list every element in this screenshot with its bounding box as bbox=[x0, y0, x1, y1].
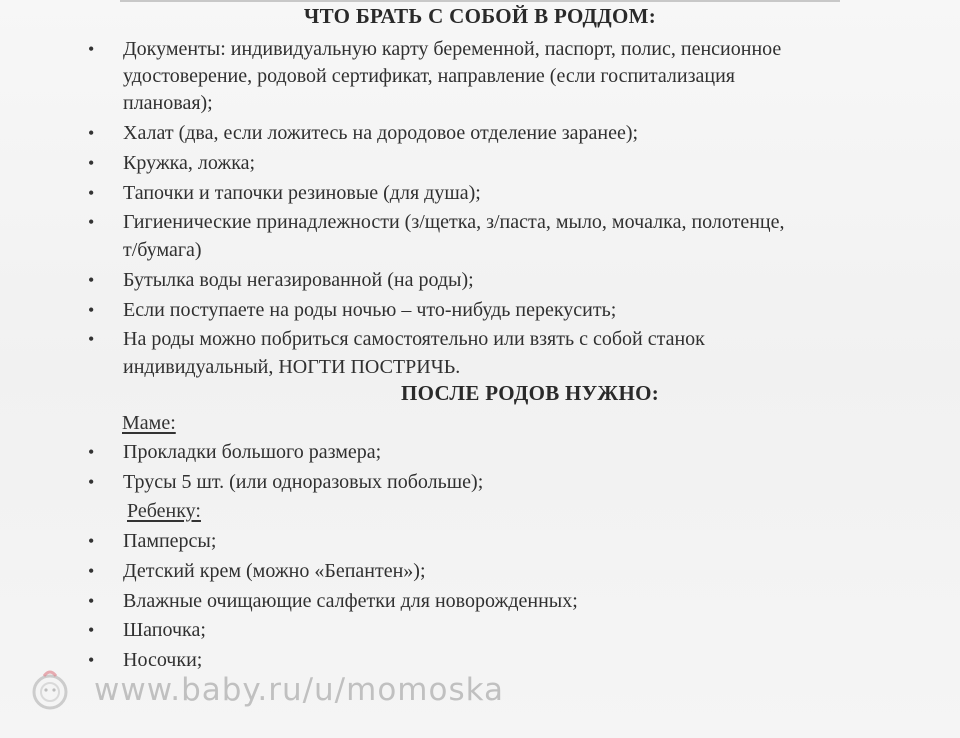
bullet: • bbox=[88, 561, 95, 581]
list-item-text: Шапочка; bbox=[123, 619, 206, 641]
bullet: • bbox=[88, 472, 95, 492]
list-item-text-cont: плановая); bbox=[123, 92, 213, 114]
list-item-text: Если поступаете на роды ночью – что-нибудь перекусить; bbox=[123, 299, 617, 321]
top-rule bbox=[120, 0, 840, 2]
section-title-what-to-bring: ЧТО БРАТЬ С СОБОЙ В РОДДОМ: bbox=[303, 4, 657, 28]
bullet: • bbox=[88, 39, 95, 59]
list-item-text: Детский крем (можно «Бепантен»); bbox=[123, 560, 426, 582]
baby-logo-icon bbox=[28, 668, 72, 712]
list-item-text: На роды можно побриться самостоятельно или взять с собой станок bbox=[123, 328, 705, 350]
bullet: • bbox=[88, 620, 95, 640]
subhead-mom: Маме: bbox=[122, 412, 176, 434]
subhead-baby: Ребенку: bbox=[127, 500, 201, 522]
watermark bbox=[28, 666, 504, 714]
list-item-text: Носочки; bbox=[123, 649, 203, 671]
bullet: • bbox=[88, 212, 95, 232]
list-item-text: Влажные очищающие салфетки для новорожденных; bbox=[123, 590, 578, 612]
list-item-text: Бутылка воды негазированной (на роды); bbox=[123, 269, 474, 291]
list-item-text: Гигиенические принадлежности (з/щетка, з/паста, мыло, мочалка, полотенце, bbox=[123, 211, 785, 233]
list-item-text: Прокладки большого размера; bbox=[123, 441, 382, 463]
list-item-text: Кружка, ложка; bbox=[123, 152, 256, 174]
list-item-text: Тапочки и тапочки резиновые (для душа); bbox=[123, 182, 481, 204]
bullet: • bbox=[88, 183, 95, 203]
bullet: • bbox=[88, 123, 95, 143]
list-item-text-cont: индивидуальный, НОГТИ ПОСТРИЧЬ. bbox=[123, 356, 461, 378]
list-item-text: Документы: индивидуальную карту беременной, паспорт, полис, пенсионное bbox=[123, 38, 782, 60]
bullet: • bbox=[88, 270, 95, 290]
section-title-after-birth: ПОСЛЕ РОДОВ НУЖНО: bbox=[400, 381, 660, 405]
bullet: • bbox=[88, 153, 95, 173]
list-item-text-cont: удостоверение, родовой сертификат, направление (если госпитализация bbox=[123, 65, 735, 87]
bullet: • bbox=[88, 300, 95, 320]
bullet: • bbox=[88, 531, 95, 551]
bullet: • bbox=[88, 329, 95, 349]
watermark-url: www.baby.ru/u/momoska bbox=[94, 672, 505, 708]
bullet: • bbox=[88, 591, 95, 611]
list-item-text: Халат (два, если ложитесь на дородовое отделение заранее); bbox=[123, 122, 639, 144]
list-item-text: Трусы 5 шт. (или одноразовых побольше); bbox=[123, 471, 484, 493]
bullet: • bbox=[88, 650, 95, 670]
list-item-text: Памперсы; bbox=[123, 530, 217, 552]
list-item-text-cont: т/бумага) bbox=[123, 239, 202, 261]
bullet: • bbox=[88, 442, 95, 462]
